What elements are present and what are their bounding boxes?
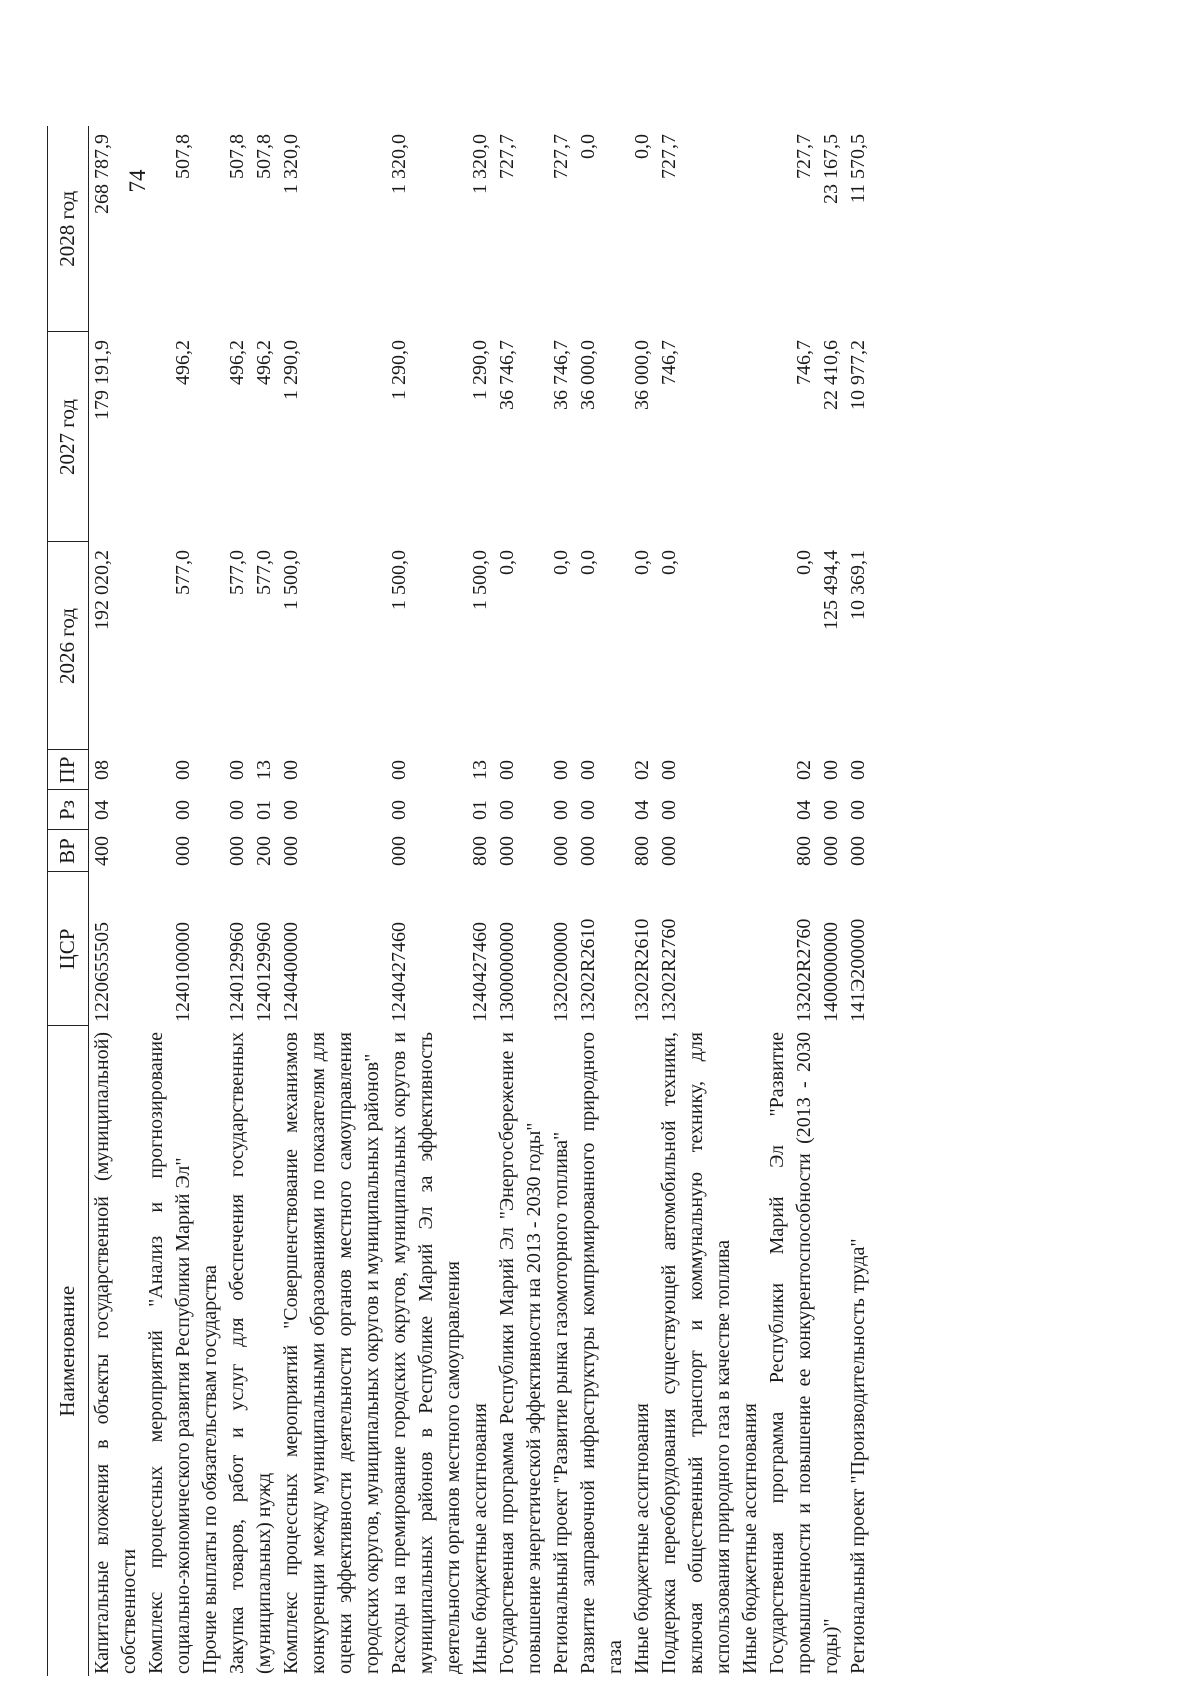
value-y2026: 0,0 xyxy=(496,550,518,575)
cell-pr xyxy=(89,750,144,790)
cell-y2027 xyxy=(629,332,737,542)
cell-csr xyxy=(467,872,548,1026)
cell-y2027 xyxy=(386,332,467,542)
value-csr: 1240427460 xyxy=(388,922,410,1022)
cell-rz xyxy=(737,790,845,830)
header-csr: ЦСР xyxy=(48,872,89,1026)
header-vr: ВР xyxy=(48,830,89,872)
rotated-table-container xyxy=(47,126,947,1676)
value-vr: 000 xyxy=(577,836,599,866)
row-name-cell xyxy=(197,1026,278,1676)
value-y2028: 727,7 xyxy=(550,134,572,179)
value-csr: 13202R2610 xyxy=(631,918,653,1022)
value-csr: 1240100000 xyxy=(172,922,194,1022)
value-pr: 13 xyxy=(253,760,275,780)
value-pr: 00 xyxy=(172,760,194,780)
cell-y2026 xyxy=(548,542,629,750)
value-pr: 00 xyxy=(820,760,842,780)
cell-y2026 xyxy=(89,542,144,750)
value-y2028: 23 167,5 xyxy=(820,134,842,204)
table-row xyxy=(89,126,144,1676)
value-y2026: 0,0 xyxy=(577,550,599,575)
page-number: 74 xyxy=(125,169,150,193)
value-y2027: 36 000,0 xyxy=(631,340,653,410)
value-csr: 1240129960 xyxy=(253,922,275,1022)
row-name-cell xyxy=(467,1026,548,1676)
value-vr: 000 xyxy=(226,836,248,866)
value-y2026: 125 494,4 xyxy=(820,550,842,630)
value-y2028: 1 320,0 xyxy=(280,134,302,194)
cell-rz xyxy=(629,790,737,830)
row-name: Комплекс процессных мероприятий "Совершенствование механизмов конкуренции между муниципальными образованиями по показателям для оценки эффективности деятельности органов местного самоуправления городских округов, муниципальных округов и муниципальных районов" xyxy=(280,1032,383,1674)
row-name: Иные бюджетные ассигнования xyxy=(631,1403,653,1674)
cell-vr xyxy=(629,830,737,872)
value-rz: 00 xyxy=(172,800,194,820)
value-y2028: 0,0 xyxy=(631,134,653,159)
row-name-cell xyxy=(278,1026,386,1676)
value-y2027: 22 410,6 xyxy=(820,340,842,410)
value-vr: 400 xyxy=(91,836,113,866)
header-pr: ПР xyxy=(48,750,89,790)
cell-rz xyxy=(548,790,629,830)
cell-y2028 xyxy=(737,126,845,332)
value-y2027: 36 746,7 xyxy=(550,340,572,410)
value-y2026: 577,0 xyxy=(253,550,275,595)
cell-csr xyxy=(629,872,737,1026)
cell-vr xyxy=(89,830,144,872)
value-y2028: 268 787,9 xyxy=(91,134,113,214)
cell-y2028 xyxy=(548,126,629,332)
row-name-cell xyxy=(737,1026,845,1676)
cell-csr xyxy=(737,872,845,1026)
value-y2027: 36 000,0 xyxy=(577,340,599,410)
table-row xyxy=(386,126,467,1676)
cell-pr xyxy=(386,750,467,790)
value-y2026: 0,0 xyxy=(631,550,653,575)
value-y2026: 577,0 xyxy=(226,550,248,595)
value-csr: 1300000000 xyxy=(496,922,518,1022)
value-y2027: 496,2 xyxy=(253,340,275,385)
value-pr: 00 xyxy=(280,760,302,780)
value-y2027: 10 977,2 xyxy=(847,340,869,410)
value-y2027: 746,7 xyxy=(658,340,680,385)
cell-rz xyxy=(278,790,386,830)
value-pr: 02 xyxy=(631,760,653,780)
value-y2027: 496,2 xyxy=(226,340,248,385)
cell-csr xyxy=(386,872,467,1026)
table-row xyxy=(548,126,629,1676)
cell-vr xyxy=(197,830,278,872)
cell-pr xyxy=(278,750,386,790)
header-2028: 2028 год xyxy=(48,126,89,332)
value-pr: 02 xyxy=(793,760,815,780)
value-y2027: 496,2 xyxy=(172,340,194,385)
value-y2028: 507,8 xyxy=(226,134,248,179)
value-pr: 00 xyxy=(496,760,518,780)
value-csr: 1320200000 xyxy=(550,922,572,1022)
cell-y2028 xyxy=(386,126,467,332)
value-pr: 00 xyxy=(388,760,410,780)
row-name: Комплекс процессных мероприятий "Анализ и прогнозирование социально-экономического развития Республики Марий Эл" xyxy=(145,1032,194,1674)
row-name-cell xyxy=(143,1026,197,1676)
cell-y2028 xyxy=(197,126,278,332)
cell-y2028 xyxy=(467,126,548,332)
value-rz: 01 xyxy=(469,800,491,820)
cell-pr xyxy=(197,750,278,790)
value-y2028: 507,8 xyxy=(253,134,275,179)
value-y2027: 179 191,9 xyxy=(91,340,113,420)
value-rz: 00 xyxy=(280,800,302,820)
cell-csr xyxy=(548,872,629,1026)
row-name: Государственная программа Республики Марий Эл "Энергосбережение и повышение энергетической эффективности на 2013 - 2030 годы" xyxy=(496,1032,545,1674)
value-csr: 1240129960 xyxy=(226,922,248,1022)
value-vr: 200 xyxy=(253,836,275,866)
value-rz: 04 xyxy=(91,800,113,820)
cell-y2027 xyxy=(548,332,629,542)
value-y2027: 36 746,7 xyxy=(496,340,518,410)
cell-y2028 xyxy=(143,126,197,332)
cell-y2028 xyxy=(845,126,872,332)
row-name: Иные бюджетные ассигнования xyxy=(739,1403,761,1674)
table-row xyxy=(467,126,548,1676)
row-name: Региональный проект "Развитие рынка газомоторного топлива" xyxy=(550,1131,572,1674)
table-row xyxy=(197,126,278,1676)
value-csr: 13202R2760 xyxy=(793,918,815,1022)
cell-rz xyxy=(845,790,872,830)
table-body xyxy=(89,126,873,1676)
cell-y2026 xyxy=(386,542,467,750)
value-csr: 13202R2610 xyxy=(577,918,599,1022)
cell-pr xyxy=(143,750,197,790)
value-pr: 00 xyxy=(847,760,869,780)
table-row xyxy=(629,126,737,1676)
cell-y2026 xyxy=(278,542,386,750)
cell-y2027 xyxy=(143,332,197,542)
cell-y2026 xyxy=(737,542,845,750)
value-rz: 00 xyxy=(226,800,248,820)
cell-csr xyxy=(89,872,144,1026)
row-name: Развитие заправочной инфраструктуры компримированного природного газа xyxy=(577,1032,626,1674)
value-pr: 08 xyxy=(91,760,113,780)
value-vr: 000 xyxy=(388,836,410,866)
value-y2027: 746,7 xyxy=(793,340,815,385)
value-y2028: 11 570,5 xyxy=(847,134,869,204)
cell-csr xyxy=(845,872,872,1026)
cell-y2027 xyxy=(467,332,548,542)
value-y2026: 0,0 xyxy=(658,550,680,575)
value-rz: 04 xyxy=(793,800,815,820)
cell-y2026 xyxy=(467,542,548,750)
cell-rz xyxy=(143,790,197,830)
value-y2026: 1 500,0 xyxy=(388,550,410,610)
row-name-cell xyxy=(386,1026,467,1676)
cell-vr xyxy=(845,830,872,872)
table-row xyxy=(278,126,386,1676)
cell-vr xyxy=(386,830,467,872)
table-header-row xyxy=(48,126,89,1676)
value-y2026: 0,0 xyxy=(793,550,815,575)
value-vr: 000 xyxy=(820,836,842,866)
cell-y2026 xyxy=(197,542,278,750)
header-2027: 2027 год xyxy=(48,332,89,542)
value-vr: 000 xyxy=(172,836,194,866)
value-y2027: 1 290,0 xyxy=(469,340,491,400)
value-pr: 00 xyxy=(550,760,572,780)
cell-pr xyxy=(737,750,845,790)
cell-y2027 xyxy=(197,332,278,542)
value-rz: 00 xyxy=(388,800,410,820)
value-rz: 04 xyxy=(631,800,653,820)
row-name: Капитальные вложения в объекты государственной (муниципальной) собственности xyxy=(91,1032,140,1674)
value-rz: 00 xyxy=(658,800,680,820)
value-rz: 00 xyxy=(550,800,572,820)
row-name-cell xyxy=(629,1026,737,1676)
row-name: Закупка товаров, работ и услуг для обеспечения государственных (муниципальных) нужд xyxy=(226,1032,275,1674)
cell-y2027 xyxy=(737,332,845,542)
row-name: Региональный проект "Производительность труда" xyxy=(847,1238,869,1674)
value-y2028: 1 320,0 xyxy=(469,134,491,194)
row-name: Прочие выплаты по обязательствам государства xyxy=(199,1265,221,1674)
value-csr: 1240400000 xyxy=(280,922,302,1022)
cell-pr xyxy=(467,750,548,790)
cell-y2028 xyxy=(278,126,386,332)
value-y2027: 1 290,0 xyxy=(280,340,302,400)
budget-table xyxy=(47,126,872,1676)
value-rz: 00 xyxy=(577,800,599,820)
cell-y2026 xyxy=(143,542,197,750)
cell-csr xyxy=(143,872,197,1026)
cell-pr xyxy=(548,750,629,790)
row-name: Иные бюджетные ассигнования xyxy=(469,1403,491,1674)
row-name: Расходы на премирование городских округов, муниципальных округов и муниципальных районов в Республике Марий Эл за эффективность деятельности органов местного самоуправления xyxy=(388,1032,464,1674)
value-rz: 01 xyxy=(253,800,275,820)
cell-vr xyxy=(143,830,197,872)
cell-vr xyxy=(278,830,386,872)
row-name: Поддержка переоборудования существующей автомобильной техники, включая общественный транспорт и коммунальную технику, для использования природного газа в качестве топлива xyxy=(658,1032,734,1674)
value-vr: 000 xyxy=(280,836,302,866)
value-y2026: 577,0 xyxy=(172,550,194,595)
value-pr: 13 xyxy=(469,760,491,780)
cell-pr xyxy=(629,750,737,790)
cell-rz xyxy=(89,790,144,830)
value-csr: 1240427460 xyxy=(469,922,491,1022)
cell-y2027 xyxy=(89,332,144,542)
cell-y2028 xyxy=(629,126,737,332)
value-rz: 00 xyxy=(847,800,869,820)
cell-csr xyxy=(197,872,278,1026)
cell-y2027 xyxy=(278,332,386,542)
value-vr: 000 xyxy=(847,836,869,866)
value-y2028: 727,7 xyxy=(658,134,680,179)
cell-vr xyxy=(737,830,845,872)
value-y2027: 1 290,0 xyxy=(388,340,410,400)
cell-vr xyxy=(548,830,629,872)
cell-rz xyxy=(197,790,278,830)
table-row xyxy=(737,126,845,1676)
value-pr: 00 xyxy=(226,760,248,780)
value-y2028: 727,7 xyxy=(793,134,815,179)
value-csr: 141Э200000 xyxy=(847,918,869,1022)
row-name: Государственная программа Республики Марий Эл "Развитие промышленности и повышение ее конкурентоспособности (2013 - 2030 годы)" xyxy=(766,1032,842,1674)
value-y2026: 1 500,0 xyxy=(280,550,302,610)
value-y2028: 1 320,0 xyxy=(388,134,410,194)
cell-y2026 xyxy=(629,542,737,750)
cell-vr xyxy=(467,830,548,872)
row-name-cell xyxy=(845,1026,872,1676)
row-name-cell xyxy=(548,1026,629,1676)
value-vr: 800 xyxy=(631,836,653,866)
row-name-cell xyxy=(89,1026,144,1676)
cell-rz xyxy=(386,790,467,830)
header-name: Наименование xyxy=(48,1026,89,1676)
value-y2026: 1 500,0 xyxy=(469,550,491,610)
value-pr: 00 xyxy=(577,760,599,780)
value-y2026: 192 020,2 xyxy=(91,550,113,630)
value-vr: 800 xyxy=(793,836,815,866)
value-vr: 000 xyxy=(496,836,518,866)
cell-y2028 xyxy=(89,126,144,332)
cell-y2026 xyxy=(845,542,872,750)
value-y2026: 10 369,1 xyxy=(847,550,869,620)
cell-rz xyxy=(467,790,548,830)
header-rz: Рз xyxy=(48,790,89,830)
value-pr: 00 xyxy=(658,760,680,780)
value-csr: 1400000000 xyxy=(820,922,842,1022)
value-y2028: 727,7 xyxy=(496,134,518,179)
value-rz: 00 xyxy=(820,800,842,820)
value-y2028: 507,8 xyxy=(172,134,194,179)
cell-pr xyxy=(845,750,872,790)
value-rz: 00 xyxy=(496,800,518,820)
value-vr: 000 xyxy=(550,836,572,866)
table-row xyxy=(143,126,197,1676)
header-2026: 2026 год xyxy=(48,542,89,750)
value-vr: 800 xyxy=(469,836,491,866)
value-csr: 13202R2760 xyxy=(658,918,680,1022)
value-csr: 1220655505 xyxy=(91,922,113,1022)
value-y2028: 0,0 xyxy=(577,134,599,159)
value-y2026: 0,0 xyxy=(550,550,572,575)
cell-y2027 xyxy=(845,332,872,542)
table-row xyxy=(845,126,872,1676)
value-vr: 000 xyxy=(658,836,680,866)
cell-csr xyxy=(278,872,386,1026)
